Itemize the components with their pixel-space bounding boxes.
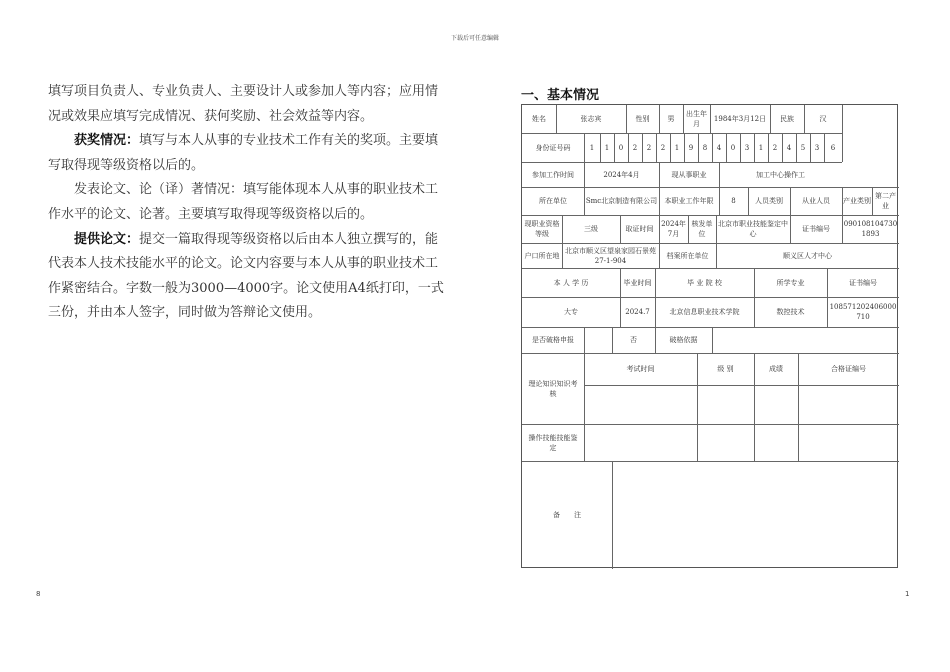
years-label: 本职业工作年限 xyxy=(664,197,714,205)
paragraph-thesis xyxy=(48,228,448,326)
section-title: 一、基本情况 xyxy=(521,88,600,103)
page-number-right: 1 xyxy=(905,590,910,598)
category-label: 人员类别 xyxy=(755,197,783,205)
theory-exam-label: 理论知识知识考核 xyxy=(528,379,578,398)
school-value: 北京信息职业技术学院 xyxy=(669,308,740,316)
cert-label: 证书编号 xyxy=(802,225,830,233)
exception-label: 是否破格申报 xyxy=(532,336,574,344)
issuer-label: 核发单位 xyxy=(691,220,713,238)
ethnic-value: 汉 xyxy=(819,115,827,123)
level-label: 现职业资格等级 xyxy=(524,220,560,238)
id-digit: 8 xyxy=(702,143,708,152)
birth-value: 1984年3月12日 xyxy=(713,115,767,123)
score-header: 成绩 xyxy=(769,365,783,373)
industry-value: 第二产业 xyxy=(875,192,896,210)
education-value: 大专 xyxy=(564,308,578,316)
id-digit: 0 xyxy=(618,143,624,152)
exam-time-header: 考试时间 xyxy=(626,365,655,373)
id-digit: 3 xyxy=(814,143,820,152)
id-digit: 5 xyxy=(800,143,806,152)
name-value: 张志宾 xyxy=(580,115,602,123)
instructions-text xyxy=(48,80,448,326)
id-digit: 3 xyxy=(744,143,750,152)
thesis-label: 提供论文： xyxy=(74,231,140,247)
id-digit: 0 xyxy=(730,143,736,152)
unit-label: 所在单位 xyxy=(539,197,567,205)
unit-value: Smc北京制造有限公司 xyxy=(585,197,658,205)
obtain-label: 取证时间 xyxy=(625,225,654,233)
id-digit: 1 xyxy=(674,143,680,152)
archive-value: 顺义区人才中心 xyxy=(783,251,832,260)
id-digit: 4 xyxy=(786,143,792,152)
hukou-value: 北京市顺义区望泉家园石景苑27-1-904 xyxy=(565,246,656,265)
thesis-text: 提交一篇取得现等级资格以后由本人独立撰写的，能代表本人技术技能水平的论文。论文内容要与本人从事的职业技术工作紧密结合。字数一般为3000—4000字。论文使用A4纸打印，一式三份，并由本人签字，同时做为答辩论文使用。 xyxy=(48,231,444,321)
awards-text: 填写与本人从事的专业技术工作有关的奖项。主要填写取得现等级资格以后的。 xyxy=(48,133,439,173)
basic-info-form xyxy=(521,104,898,568)
archive-label: 档案所在单位 xyxy=(666,251,709,260)
work-start-value: 2024年4月 xyxy=(603,170,640,179)
id-digit: 1 xyxy=(589,143,595,152)
issuer-value: 北京市职业技能鉴定中心 xyxy=(718,220,788,238)
major-header: 所学专业 xyxy=(776,278,805,287)
category-value: 从业人员 xyxy=(802,197,830,205)
name-label: 姓名 xyxy=(532,115,546,123)
id-digit: 6 xyxy=(830,143,836,152)
paragraph-publications: 发表论文、论（译）著情况：填写能体现本人从事的职业技术工作水平的论文、论著。主要填写取得现等级资格以后的。 xyxy=(48,182,439,222)
school-header: 毕 业 院 校 xyxy=(687,278,722,287)
work-start-label: 参加工作时间 xyxy=(532,170,574,179)
awards-label: 获奖情况： xyxy=(74,133,140,149)
education-header: 本 人 学 历 xyxy=(553,278,589,287)
graduation-time-header: 毕业时间 xyxy=(623,278,652,287)
sex-label: 性别 xyxy=(635,115,650,123)
paragraph-application: 填写项目负责人、专业负责人、主要设计人或参加人等内容；应用情况或效果应填写完成情况、获何奖励、社会效益等内容。 xyxy=(48,84,439,124)
exception-spacer xyxy=(584,327,612,353)
page-number-left: 8 xyxy=(36,590,41,598)
skill-exam-label: 操作技能技能鉴定 xyxy=(528,433,578,452)
id-digit: 9 xyxy=(688,143,694,152)
sex-value: 男 xyxy=(667,115,675,123)
exception-value: 否 xyxy=(630,336,637,344)
grade-header: 级 别 xyxy=(717,365,734,373)
id-digit: 1 xyxy=(604,143,610,152)
header-note: 下载后可任意编辑 xyxy=(450,35,499,42)
id-label: 身份证号码 xyxy=(535,143,571,152)
ethnic-label: 民族 xyxy=(780,115,794,123)
certificate-number-header: 证书编号 xyxy=(849,278,877,287)
id-digit: 4 xyxy=(716,143,722,152)
level-value: 三级 xyxy=(584,225,598,233)
current-job-label: 现从事职业 xyxy=(671,170,707,179)
graduation-time-value: 2024.7 xyxy=(625,308,650,316)
years-value: 8 xyxy=(731,197,736,205)
current-job-value: 加工中心操作工 xyxy=(756,170,805,179)
certificate-number-value: 108571202406000710 xyxy=(829,303,897,321)
basis-label: 破格依据 xyxy=(669,336,698,344)
remarks-label: 备 注 xyxy=(553,511,581,519)
id-digit: 1 xyxy=(758,143,764,152)
id-digit: 2 xyxy=(660,143,666,152)
hukou-label: 户口所在地 xyxy=(524,251,560,260)
birth-label: 出生年月 xyxy=(686,110,707,128)
id-digit: 2 xyxy=(646,143,652,152)
paragraph-awards xyxy=(48,129,448,178)
industry-label: 产业类别 xyxy=(843,197,871,205)
major-value: 数控技术 xyxy=(776,308,805,316)
id-digit: 2 xyxy=(632,143,638,152)
id-digit: 2 xyxy=(772,143,778,152)
pass-certificate-header: 合格证编号 xyxy=(831,365,866,373)
cert-value: 0901081047301893 xyxy=(843,220,898,238)
obtain-value: 2024年7月 xyxy=(661,220,686,238)
